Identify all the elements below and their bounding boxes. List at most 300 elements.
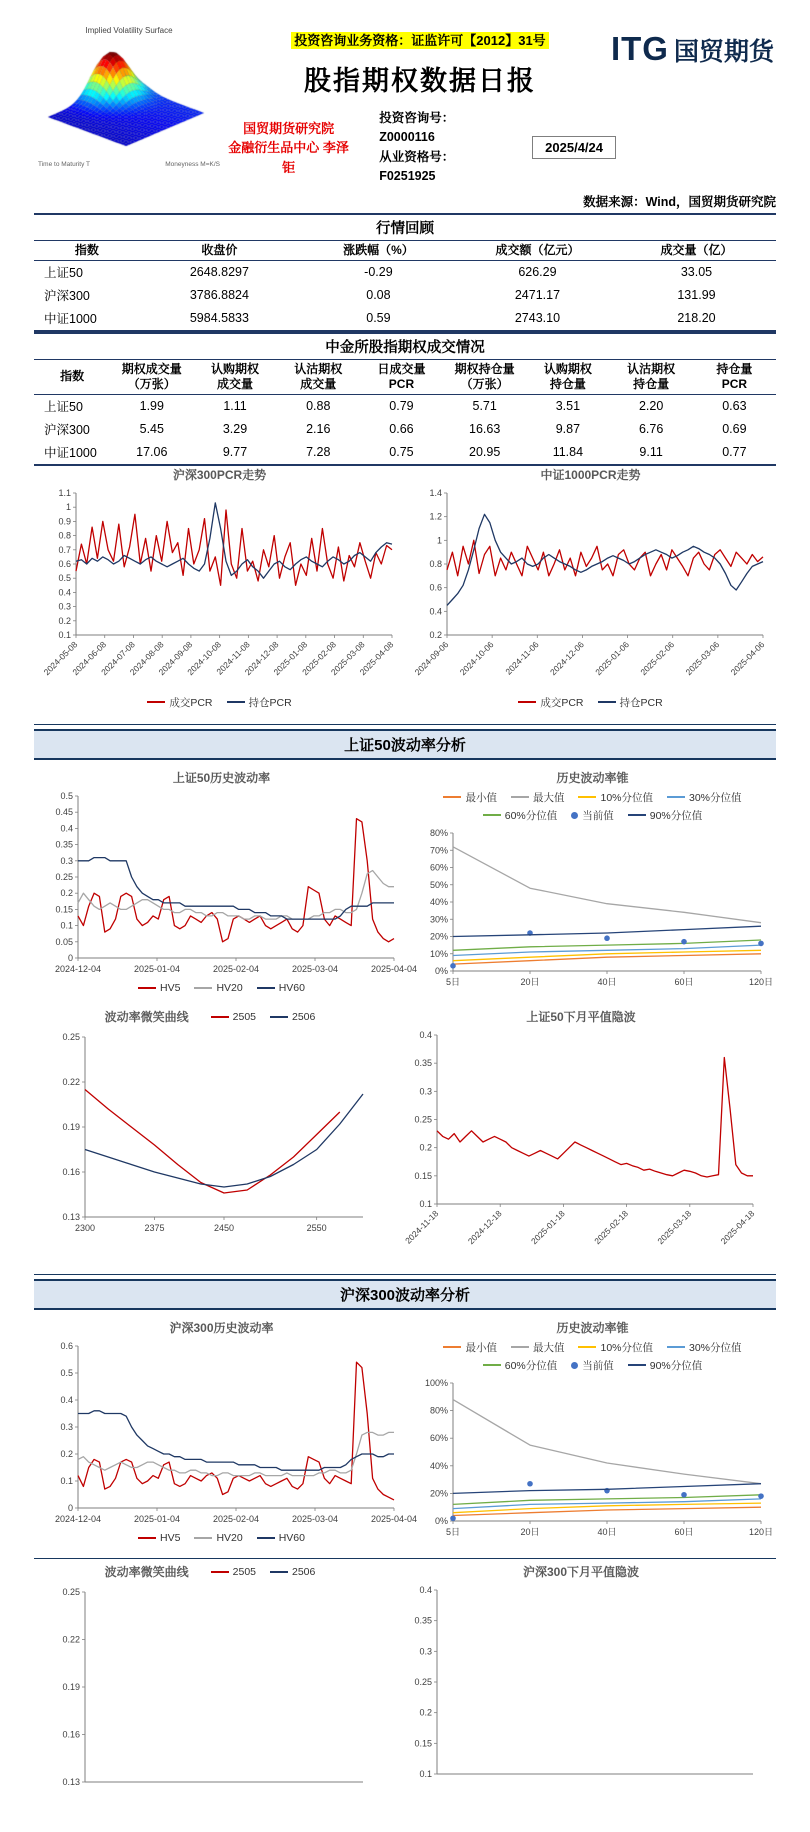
svg-text:0.9: 0.9 bbox=[57, 515, 71, 526]
legend-label: 10%分位值 bbox=[600, 791, 653, 804]
svg-text:2024-12-06: 2024-12-06 bbox=[547, 638, 586, 677]
svg-text:0.2: 0.2 bbox=[419, 1707, 432, 1718]
org-line1: 国贸期货研究院 bbox=[243, 120, 335, 136]
table-cell: 7.28 bbox=[277, 441, 360, 465]
chart-legend bbox=[518, 695, 662, 710]
table-cell: 0.69 bbox=[722, 422, 747, 436]
svg-text:60日: 60日 bbox=[673, 976, 694, 987]
svg-text:0.6: 0.6 bbox=[57, 558, 71, 569]
svg-text:1: 1 bbox=[436, 534, 442, 545]
iv-surface-title: Implied Volatility Surface bbox=[85, 26, 173, 35]
table-cell: 5.45 bbox=[139, 422, 164, 436]
svg-text:2024-11-06: 2024-11-06 bbox=[502, 638, 541, 677]
chart-title: 波动率微笑曲线 bbox=[104, 1009, 189, 1024]
svg-text:0.4: 0.4 bbox=[428, 605, 442, 616]
legend-label: 当前值 bbox=[582, 809, 614, 822]
column-header: 认沽期权 持仓量 bbox=[610, 360, 693, 395]
svg-text:0.25: 0.25 bbox=[54, 871, 73, 882]
svg-text:2024-05-08: 2024-05-08 bbox=[41, 638, 79, 677]
legend-swatch bbox=[518, 701, 536, 703]
table-cell: 5984.5833 bbox=[140, 307, 299, 331]
chart-plot bbox=[397, 1582, 765, 1832]
legend-label: 60%分位值 bbox=[504, 809, 558, 822]
table-cell: 0.08 bbox=[366, 288, 391, 302]
svg-text:0.35: 0.35 bbox=[54, 839, 73, 850]
legend-label: 10%分位值 bbox=[600, 1341, 653, 1354]
svg-text:2550: 2550 bbox=[306, 1222, 327, 1233]
section-sz50-volatility: 上证50波动率分析 bbox=[34, 729, 776, 760]
table-cell: 16.63 bbox=[469, 422, 501, 436]
legend-label: 最大值 bbox=[532, 791, 565, 804]
svg-text:0.1: 0.1 bbox=[57, 629, 71, 640]
legend-label: 30%分位值 bbox=[689, 1341, 742, 1354]
svg-text:0.2: 0.2 bbox=[59, 887, 73, 898]
legend-swatch bbox=[578, 796, 596, 798]
legend-item bbox=[443, 790, 497, 805]
svg-text:0.25: 0.25 bbox=[62, 1586, 80, 1597]
section-divider bbox=[34, 1558, 776, 1559]
svg-text:0.5: 0.5 bbox=[59, 790, 73, 801]
svg-text:0.3: 0.3 bbox=[59, 855, 73, 866]
legend-item bbox=[194, 982, 242, 994]
svg-text:0.3: 0.3 bbox=[419, 1085, 432, 1096]
svg-text:5日: 5日 bbox=[445, 976, 460, 987]
section-divider bbox=[34, 724, 776, 725]
svg-text:2025-02-04: 2025-02-04 bbox=[212, 963, 259, 974]
column-header: 期权成交量 （万张） bbox=[110, 360, 193, 395]
svg-text:2024-12-18: 2024-12-18 bbox=[465, 1207, 504, 1246]
svg-text:0%: 0% bbox=[434, 965, 448, 976]
svg-text:60%: 60% bbox=[429, 1432, 448, 1443]
column-header: 收盘价 bbox=[140, 241, 299, 261]
svg-text:2024-10-06: 2024-10-06 bbox=[457, 638, 496, 677]
sz50-iv-chart bbox=[397, 1008, 765, 1262]
svg-text:80%: 80% bbox=[429, 827, 448, 838]
chart-plot bbox=[36, 485, 404, 693]
legend-item bbox=[483, 808, 558, 823]
svg-text:0.8: 0.8 bbox=[57, 530, 71, 541]
hs300-row1 bbox=[34, 1319, 776, 1546]
options-volume-table bbox=[34, 332, 776, 466]
chart-title-row bbox=[105, 1008, 316, 1027]
svg-text:0.19: 0.19 bbox=[62, 1121, 80, 1132]
chart-legend bbox=[138, 982, 305, 994]
legend-label: 成交PCR bbox=[169, 696, 213, 709]
table-cell: 2648.8297 bbox=[189, 265, 249, 279]
table-row bbox=[34, 418, 776, 441]
svg-text:0.3: 0.3 bbox=[419, 1645, 432, 1656]
svg-text:2025-03-04: 2025-03-04 bbox=[291, 1513, 338, 1524]
svg-text:0.4: 0.4 bbox=[419, 1584, 432, 1595]
chart-legend bbox=[147, 695, 291, 710]
svg-text:1.2: 1.2 bbox=[428, 511, 442, 522]
svg-text:0.45: 0.45 bbox=[54, 806, 73, 817]
svg-text:2024-08-08: 2024-08-08 bbox=[127, 638, 166, 677]
svg-text:50%: 50% bbox=[429, 879, 448, 890]
table-cell: 上证50 bbox=[44, 266, 83, 280]
svg-text:120日: 120日 bbox=[748, 976, 773, 987]
legend-swatch bbox=[578, 1346, 596, 1348]
section-divider bbox=[34, 1274, 776, 1275]
table-cell: -0.29 bbox=[364, 265, 393, 279]
legend-label: 2505 bbox=[232, 1566, 256, 1578]
column-header: 指数 bbox=[34, 241, 140, 261]
column-header: 成交额（亿元） bbox=[458, 241, 617, 261]
chart-legend bbox=[138, 1532, 305, 1544]
chart-title: 波动率微笑曲线 bbox=[104, 1564, 189, 1579]
chart-title: 上证50下月平值隐波 bbox=[526, 1009, 636, 1024]
report-header bbox=[34, 26, 776, 187]
chart-legend bbox=[413, 790, 773, 823]
legend-swatch bbox=[194, 1537, 212, 1539]
svg-text:5日: 5日 bbox=[445, 1526, 460, 1537]
legend-swatch bbox=[443, 796, 461, 798]
legend-label: 持仓PCR bbox=[619, 696, 663, 709]
svg-text:2025-03-04: 2025-03-04 bbox=[291, 963, 338, 974]
legend-label: 90%分位值 bbox=[649, 1359, 703, 1372]
svg-text:0.6: 0.6 bbox=[428, 582, 442, 593]
report-title: 股指期权数据日报 bbox=[304, 66, 536, 96]
column-header: 持仓量 PCR bbox=[693, 360, 776, 395]
legend-swatch bbox=[667, 1346, 685, 1348]
sz50-hv-chart bbox=[38, 769, 417, 996]
table-cell: 11.84 bbox=[526, 441, 609, 465]
table-row bbox=[34, 441, 776, 465]
table-row bbox=[34, 307, 776, 331]
table-cell: 0.88 bbox=[306, 399, 331, 413]
svg-text:0.4: 0.4 bbox=[57, 586, 71, 597]
svg-text:2025-04-18: 2025-04-18 bbox=[718, 1207, 757, 1246]
svg-text:0.6: 0.6 bbox=[59, 1340, 73, 1351]
org-line2: 金融衍生品中心 李泽钜 bbox=[228, 140, 349, 175]
table-cell: 17.06 bbox=[110, 441, 193, 465]
svg-text:1.1: 1.1 bbox=[57, 487, 71, 498]
legend-label: 最小值 bbox=[465, 1341, 497, 1354]
svg-text:0.4: 0.4 bbox=[419, 1029, 432, 1040]
hs300-vol-cone-chart bbox=[413, 1319, 773, 1543]
svg-text:60日: 60日 bbox=[673, 1526, 694, 1537]
table-cell: 2.20 bbox=[638, 399, 664, 413]
svg-text:0.1: 0.1 bbox=[59, 1475, 73, 1486]
hs300-row2 bbox=[34, 1563, 776, 1832]
legend-swatch bbox=[257, 987, 275, 989]
column-header: 认沽期权 成交量 bbox=[277, 360, 360, 395]
logo-itg-text: ITG bbox=[610, 30, 669, 67]
legend-item bbox=[211, 1566, 256, 1578]
legend-label: HV5 bbox=[160, 981, 181, 994]
table-cell: 0.77 bbox=[693, 441, 776, 465]
legend-label: 60%分位值 bbox=[504, 1359, 558, 1372]
legend-swatch bbox=[138, 987, 156, 989]
svg-text:2025-02-18: 2025-02-18 bbox=[592, 1207, 631, 1246]
svg-text:40%: 40% bbox=[429, 1460, 448, 1471]
svg-text:2024-11-18: 2024-11-18 bbox=[403, 1207, 441, 1246]
svg-text:2024-09-06: 2024-09-06 bbox=[412, 638, 450, 677]
svg-text:1.4: 1.4 bbox=[428, 487, 442, 498]
legend-item bbox=[578, 790, 653, 805]
table-cell: 0.75 bbox=[360, 441, 443, 465]
hs300-hv-chart bbox=[38, 1319, 417, 1546]
chart-title: 中证1000PCR走势 bbox=[540, 467, 641, 482]
legend-item bbox=[628, 1358, 703, 1373]
svg-text:2025-03-08: 2025-03-08 bbox=[328, 638, 367, 677]
legend-swatch bbox=[483, 814, 501, 816]
legend-swatch bbox=[147, 701, 165, 703]
legend-swatch bbox=[443, 1346, 461, 1348]
svg-text:0.16: 0.16 bbox=[62, 1729, 80, 1739]
svg-text:2024-06-08: 2024-06-08 bbox=[69, 638, 108, 677]
sz50-vol-cone-chart bbox=[413, 769, 773, 993]
chart-legend bbox=[413, 1340, 773, 1373]
svg-text:0.3: 0.3 bbox=[57, 601, 71, 612]
svg-text:0.3: 0.3 bbox=[59, 1421, 73, 1432]
chart-title: 沪深300历史波动率 bbox=[169, 1320, 274, 1335]
svg-text:100%: 100% bbox=[424, 1377, 448, 1388]
chart-plot bbox=[413, 1375, 773, 1543]
chart-legend bbox=[211, 1011, 316, 1023]
svg-text:0.25: 0.25 bbox=[414, 1114, 432, 1124]
surface-x-label: Time to Maturity T bbox=[38, 161, 91, 168]
legend-label: 最大值 bbox=[532, 1341, 565, 1354]
legend-item bbox=[571, 808, 614, 823]
svg-text:0.15: 0.15 bbox=[54, 903, 73, 914]
chart-title: 历史波动率锥 bbox=[556, 770, 629, 785]
iv-surface-captions bbox=[34, 161, 224, 168]
legend-label: 90%分位值 bbox=[649, 809, 703, 822]
legend-swatch bbox=[270, 1571, 288, 1573]
svg-text:0.2: 0.2 bbox=[428, 629, 442, 640]
svg-text:0.7: 0.7 bbox=[57, 544, 71, 555]
legend-item bbox=[270, 1566, 315, 1578]
svg-text:2024-12-04: 2024-12-04 bbox=[54, 963, 101, 974]
legend-label: 30%分位值 bbox=[689, 791, 742, 804]
svg-text:0.15: 0.15 bbox=[414, 1737, 432, 1748]
legend-swatch bbox=[511, 1346, 529, 1348]
surface-y-label: Moneyness M=K/S bbox=[165, 161, 220, 168]
chart-plot bbox=[45, 1029, 375, 1239]
chart-plot bbox=[45, 1584, 375, 1804]
legend-item bbox=[511, 1340, 565, 1355]
table-row bbox=[34, 284, 776, 307]
svg-text:2024-07-08: 2024-07-08 bbox=[98, 638, 137, 677]
svg-text:2300: 2300 bbox=[74, 1222, 96, 1233]
svg-text:2025-04-04: 2025-04-04 bbox=[370, 1513, 417, 1524]
svg-text:0: 0 bbox=[67, 1502, 73, 1513]
svg-text:0.22: 0.22 bbox=[62, 1634, 80, 1644]
svg-text:0.25: 0.25 bbox=[62, 1031, 80, 1042]
table-cell: 中证1000 bbox=[34, 441, 110, 465]
svg-text:2025-04-04: 2025-04-04 bbox=[370, 963, 417, 974]
column-header: 认购期权 持仓量 bbox=[526, 360, 609, 395]
cred-line2: 从业资格号：F0251925 bbox=[379, 149, 455, 184]
legend-item bbox=[578, 1340, 653, 1355]
chart-title: 上证50历史波动率 bbox=[172, 770, 271, 785]
legend-label: 成交PCR bbox=[540, 696, 584, 709]
svg-text:1: 1 bbox=[65, 501, 71, 512]
svg-text:0.5: 0.5 bbox=[59, 1367, 73, 1378]
table-cell: 1.11 bbox=[223, 399, 247, 413]
table-cell: 6.76 bbox=[638, 422, 664, 436]
svg-text:2025-03-06: 2025-03-06 bbox=[682, 638, 721, 677]
svg-text:0%: 0% bbox=[434, 1515, 448, 1526]
svg-text:2025-01-04: 2025-01-04 bbox=[133, 1513, 180, 1524]
chart-plot bbox=[397, 1027, 765, 1262]
legend-label: 最小值 bbox=[465, 791, 497, 804]
table-cell: 沪深300 bbox=[44, 423, 90, 437]
table-cell: 2.16 bbox=[306, 422, 331, 436]
legend-label: HV60 bbox=[278, 1531, 305, 1544]
hs300-pcr-chart bbox=[36, 466, 404, 712]
table-cell: 沪深300 bbox=[44, 289, 90, 303]
iv-surface-figure bbox=[34, 26, 224, 168]
table-cell: 上证50 bbox=[44, 400, 83, 414]
svg-text:2025-03-18: 2025-03-18 bbox=[655, 1207, 694, 1246]
chart-title: 历史波动率锥 bbox=[556, 1320, 629, 1335]
table-row bbox=[34, 260, 776, 284]
chart-plot bbox=[38, 788, 417, 980]
table-cell: 0.63 bbox=[722, 399, 747, 413]
legend-swatch bbox=[227, 701, 245, 703]
svg-text:20%: 20% bbox=[429, 1487, 448, 1498]
svg-text:2025-04-08: 2025-04-08 bbox=[357, 638, 395, 677]
legend-swatch bbox=[667, 796, 685, 798]
logo-cn-text: 国贸期货 bbox=[673, 38, 774, 66]
legend-item bbox=[518, 695, 583, 710]
table-cell: 0.59 bbox=[299, 307, 458, 331]
legend-swatch bbox=[483, 1364, 501, 1366]
credentials bbox=[379, 109, 506, 187]
pcr-charts-row bbox=[34, 466, 776, 712]
svg-text:2025-02-04: 2025-02-04 bbox=[212, 1513, 259, 1524]
legend-item bbox=[194, 1532, 242, 1544]
table-cell: 20.95 bbox=[443, 441, 526, 465]
svg-text:20%: 20% bbox=[429, 931, 448, 941]
qualification-banner: 投资咨询业务资格：证监许可【2012】31号 bbox=[291, 32, 548, 49]
legend-label: 2505 bbox=[232, 1011, 256, 1023]
chart-plot bbox=[413, 825, 773, 993]
svg-text:2025-01-06: 2025-01-06 bbox=[592, 638, 631, 677]
report-date: 2025/4/24 bbox=[532, 136, 616, 159]
svg-text:2024-11-08: 2024-11-08 bbox=[213, 638, 252, 677]
table-cell: 218.20 bbox=[617, 307, 776, 331]
legend-swatch bbox=[571, 812, 578, 819]
svg-text:0.4: 0.4 bbox=[59, 822, 73, 833]
svg-text:40%: 40% bbox=[429, 896, 448, 907]
svg-text:2024-10-08: 2024-10-08 bbox=[184, 638, 223, 677]
svg-text:0.22: 0.22 bbox=[62, 1076, 80, 1087]
legend-label: HV20 bbox=[216, 1531, 243, 1544]
svg-text:10%: 10% bbox=[429, 948, 448, 959]
svg-text:30%: 30% bbox=[429, 913, 448, 924]
legend-label: 持仓PCR bbox=[248, 696, 292, 709]
table-cell: 1.99 bbox=[139, 399, 164, 413]
chart-plot bbox=[38, 1338, 417, 1530]
svg-text:0.5: 0.5 bbox=[57, 572, 71, 583]
svg-text:0.35: 0.35 bbox=[414, 1057, 432, 1068]
legend-item bbox=[138, 1532, 180, 1544]
svg-text:60%: 60% bbox=[429, 862, 448, 872]
svg-text:0.15: 0.15 bbox=[414, 1170, 432, 1181]
svg-text:80%: 80% bbox=[429, 1405, 448, 1416]
legend-label: 2506 bbox=[292, 1011, 316, 1023]
legend-item bbox=[443, 1340, 497, 1355]
legend-item bbox=[227, 695, 292, 710]
legend-swatch bbox=[628, 1364, 646, 1366]
column-header: 成交量（亿） bbox=[617, 241, 776, 261]
legend-item bbox=[667, 790, 742, 805]
svg-text:0.13: 0.13 bbox=[62, 1211, 80, 1222]
legend-item bbox=[211, 1011, 256, 1023]
table-row bbox=[34, 394, 776, 418]
cred-line1: 投资咨询号：Z0000116 bbox=[379, 111, 455, 145]
legend-swatch bbox=[138, 1537, 156, 1539]
svg-text:0: 0 bbox=[67, 952, 73, 963]
legend-item bbox=[138, 982, 180, 994]
chart-title: 沪深300下月平值隐波 bbox=[522, 1564, 640, 1579]
svg-text:2024-12-04: 2024-12-04 bbox=[54, 1513, 101, 1524]
zz1000-pcr-chart bbox=[407, 466, 775, 712]
svg-text:2375: 2375 bbox=[144, 1222, 165, 1233]
legend-item bbox=[511, 790, 565, 805]
table-cell: 9.77 bbox=[193, 441, 276, 465]
sz50-row1 bbox=[34, 769, 776, 996]
legend-item bbox=[598, 695, 663, 710]
svg-text:2025-02-06: 2025-02-06 bbox=[637, 638, 676, 677]
legend-label: 2506 bbox=[292, 1566, 316, 1578]
legend-swatch bbox=[571, 1362, 578, 1369]
table-cell: 3.51 bbox=[555, 399, 581, 413]
section-hs300-volatility: 沪深300波动率分析 bbox=[34, 1279, 776, 1310]
table-cell: 中证1000 bbox=[34, 307, 140, 331]
svg-text:120日: 120日 bbox=[748, 1526, 773, 1537]
svg-text:0.13: 0.13 bbox=[62, 1776, 80, 1787]
legend-label: 当前值 bbox=[582, 1359, 614, 1372]
legend-swatch bbox=[211, 1571, 229, 1573]
iv-surface-canvas bbox=[34, 36, 218, 156]
table-cell: 3.29 bbox=[222, 422, 248, 436]
svg-text:20日: 20日 bbox=[519, 1526, 540, 1537]
legend-swatch bbox=[511, 796, 529, 798]
svg-text:0.35: 0.35 bbox=[414, 1615, 432, 1626]
column-header: 涨跌幅（%） bbox=[299, 241, 458, 261]
author-info-row bbox=[224, 109, 616, 187]
legend-label: HV20 bbox=[216, 981, 243, 994]
legend-item bbox=[257, 982, 305, 994]
legend-swatch bbox=[598, 701, 616, 703]
legend-item bbox=[667, 1340, 742, 1355]
legend-label: HV5 bbox=[160, 1531, 181, 1544]
column-header: 认购期权 成交量 bbox=[193, 360, 276, 395]
svg-text:0.2: 0.2 bbox=[59, 1448, 73, 1459]
legend-swatch bbox=[270, 1016, 288, 1018]
svg-text:0.2: 0.2 bbox=[57, 615, 71, 626]
svg-text:20日: 20日 bbox=[519, 976, 540, 987]
table-cell: 5.71 bbox=[472, 399, 497, 413]
chart-title: 沪深300PCR走势 bbox=[172, 467, 267, 482]
svg-text:40日: 40日 bbox=[596, 1526, 617, 1537]
column-header: 指数 bbox=[34, 360, 110, 395]
svg-text:2025-01-08: 2025-01-08 bbox=[270, 638, 309, 677]
itg-logo bbox=[611, 30, 774, 68]
legend-item bbox=[147, 695, 212, 710]
legend-item bbox=[571, 1358, 614, 1373]
table-title: 行情回顾 bbox=[34, 213, 776, 241]
svg-text:0.1: 0.1 bbox=[419, 1768, 432, 1779]
svg-text:2024-09-08: 2024-09-08 bbox=[156, 638, 194, 677]
legend-swatch bbox=[628, 814, 646, 816]
hs300-smile-chart bbox=[45, 1563, 375, 1804]
svg-text:0.16: 0.16 bbox=[62, 1166, 80, 1177]
